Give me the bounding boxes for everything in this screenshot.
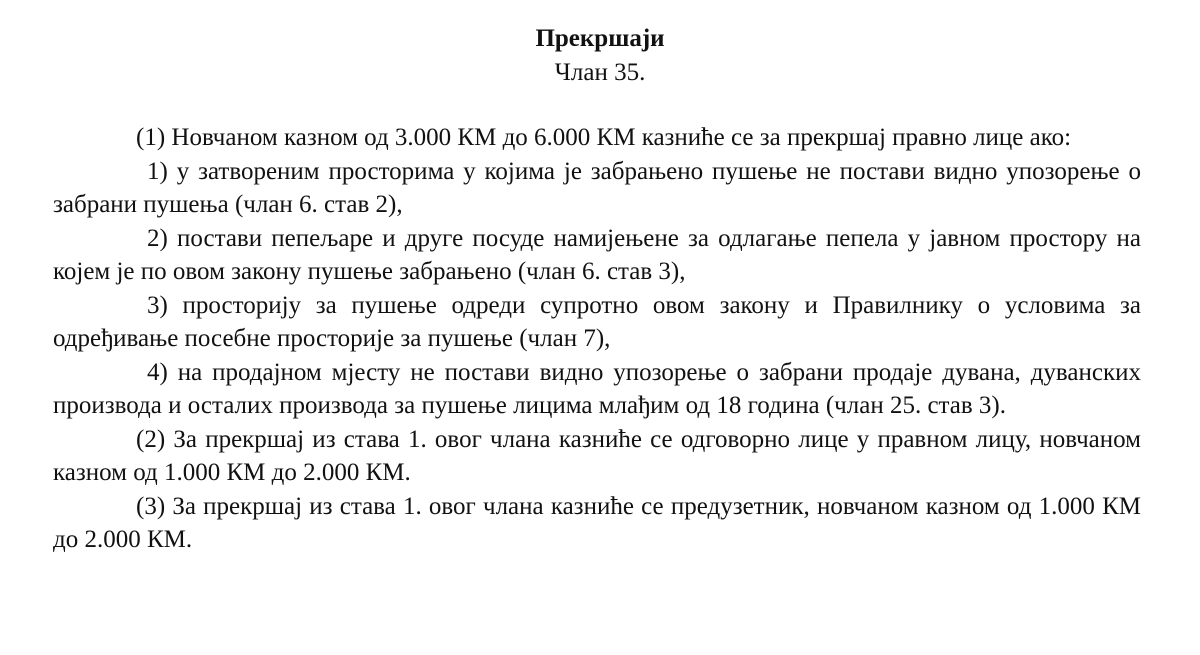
paragraph-3: (3) За прекршај из става 1. овог члана казниће се предузетник, новчаном казном од 1.000 КМ до 2.000 КМ.	[53, 492, 1141, 553]
article-body	[53, 121, 1141, 557]
list-item-4: 4) на продајном мјесту не постави видно упозорење о забрани продаје дувана, дуванских производа и осталих производа за пушење лицима млађим од 18 година (члан 25. став 3).	[53, 358, 1141, 419]
list-item-1: 1) у затвореним просторима у којима је забрањено пушење не постави видно упозорење о забрани пушења (члан 6. став 2),	[53, 157, 1141, 218]
list-item-2: 2) постави пепељаре и друге посуде намијењене за одлагање пепела у јавном простору на којем је по овом закону пушење забрањено (члан 6. став 3),	[53, 224, 1141, 285]
paragraph-2: (2) За прекршај из става 1. овог члана казниће се одговорно лице у правном лицу, новчаном казном од 1.000 КМ до 2.000 КМ.	[53, 425, 1141, 486]
paragraph-1: (1) Новчаном казном од 3.000 КМ до 6.000 КМ казниће се за прекршај правно лице ако:	[136, 124, 1072, 151]
article-number: Члан 35.	[554, 59, 646, 86]
list-item-3: 3) просторију за пушење одреди супротно овом закону и Правилнику о условима за одређивање посебне просторије за пушење (члан 7),	[53, 291, 1141, 352]
section-title: Прекршаји	[535, 25, 665, 52]
